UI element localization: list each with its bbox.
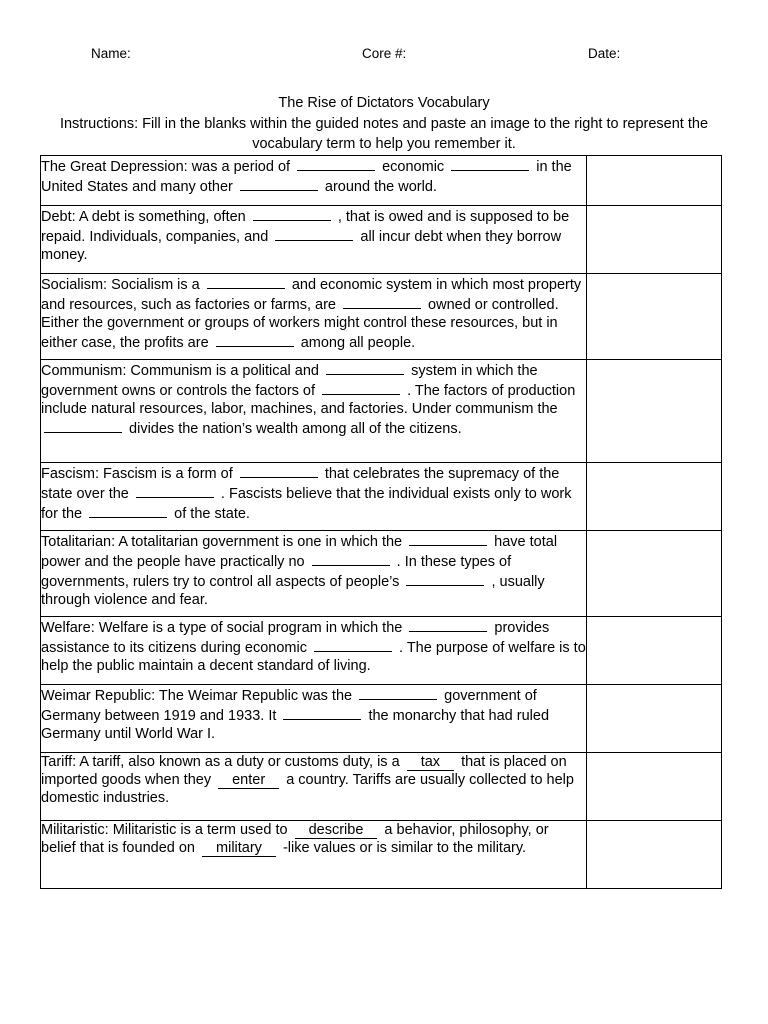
image-cell[interactable] (587, 821, 722, 889)
answer-blank[interactable] (297, 156, 375, 171)
definition-cell: The Great Depression: was a period of economic in the United States and many other around the world. (41, 156, 587, 206)
image-cell[interactable] (587, 156, 722, 206)
answer-blank[interactable] (326, 360, 404, 375)
filled-answer[interactable]: tax (407, 754, 454, 771)
image-cell[interactable] (587, 753, 722, 821)
answer-blank[interactable] (359, 685, 437, 700)
answer-blank[interactable] (240, 176, 318, 191)
table-row (41, 360, 722, 463)
image-cell[interactable] (587, 685, 722, 753)
answer-blank[interactable] (240, 463, 318, 478)
answer-blank[interactable] (207, 274, 285, 289)
answer-blank[interactable] (44, 418, 122, 433)
answer-blank[interactable] (409, 531, 487, 546)
answer-blank[interactable] (253, 206, 331, 221)
definition-cell: Socialism: Socialism is a and economic system in which most property and resources, such as factories or farms, are owned or controlled. Either the government or groups of workers might control these resources, but in either case, the profits are among all people. (41, 274, 587, 360)
core-label: Core #: (362, 46, 407, 61)
answer-blank[interactable] (409, 617, 487, 632)
answer-blank[interactable] (216, 332, 294, 347)
date-label: Date: (588, 46, 621, 61)
image-cell[interactable] (587, 206, 722, 274)
title-block (40, 93, 728, 155)
definition-cell: Fascism: Fascism is a form of that celebrates the supremacy of the state over the . Fascists believe that the individual exists only to work for the of the state. (41, 463, 587, 531)
definition-cell: Totalitarian: A totalitarian government is one in which the have total power and the people have practically no . In these types of governments, rulers try to control all aspects of people’s , usually through violence and fear. (41, 531, 587, 617)
page-title: The Rise of Dictators Vocabulary (278, 95, 490, 111)
image-cell[interactable] (587, 360, 722, 463)
table-row (41, 531, 722, 617)
image-cell[interactable] (587, 463, 722, 531)
definition-cell: Militaristic: Militaristic is a term used to describe a behavior, philosophy, or belief that is founded on military -like values or is similar to the military. (41, 821, 587, 889)
definition-cell: Debt: A debt is something, often , that is owed and is supposed to be repaid. Individuals, companies, and all incur debt when they borrow money. (41, 206, 587, 274)
definition-cell: Welfare: Welfare is a type of social program in which the provides assistance to its citizens during economic . The purpose of welfare is to help the public maintain a decent standard of living. (41, 617, 587, 685)
image-cell[interactable] (587, 531, 722, 617)
instructions: Instructions: Fill in the blanks within the guided notes and paste an image to the right to represent the vocabulary term to help you remember it. (59, 115, 709, 152)
name-label: Name: (91, 46, 131, 61)
answer-blank[interactable] (89, 503, 167, 518)
answer-blank[interactable] (283, 705, 361, 720)
filled-answer[interactable]: describe (295, 822, 378, 839)
answer-blank[interactable] (275, 226, 353, 241)
header-fields (0, 46, 768, 64)
image-cell[interactable] (587, 617, 722, 685)
answer-blank[interactable] (343, 294, 421, 309)
definition-cell: Tariff: A tariff, also known as a duty or customs duty, is a tax that is placed on imported goods when they enter a country. Tariffs are usually collected to help domestic industries. (41, 753, 587, 821)
table-row (41, 685, 722, 753)
table-row (41, 821, 722, 889)
image-cell[interactable] (587, 274, 722, 360)
table-row (41, 753, 722, 821)
table-row (41, 206, 722, 274)
vocabulary-table (40, 155, 722, 889)
table-row (41, 156, 722, 206)
answer-blank[interactable] (322, 380, 400, 395)
answer-blank[interactable] (406, 571, 484, 586)
table-row (41, 274, 722, 360)
definition-cell: Weimar Republic: The Weimar Republic was the government of Germany between 1919 and 1933. It the monarchy that had ruled Germany until World War I. (41, 685, 587, 753)
answer-blank[interactable] (312, 551, 390, 566)
answer-blank[interactable] (451, 156, 529, 171)
filled-answer[interactable]: enter (218, 772, 279, 789)
answer-blank[interactable] (136, 483, 214, 498)
filled-answer[interactable]: military (202, 840, 276, 857)
definition-cell: Communism: Communism is a political and system in which the government owns or controls the factors of . The factors of production include natural resources, labor, machines, and factories. Under communism the divides the nation’s wealth among all of the citizens. (41, 360, 587, 463)
table-row (41, 463, 722, 531)
answer-blank[interactable] (314, 637, 392, 652)
table-row (41, 617, 722, 685)
